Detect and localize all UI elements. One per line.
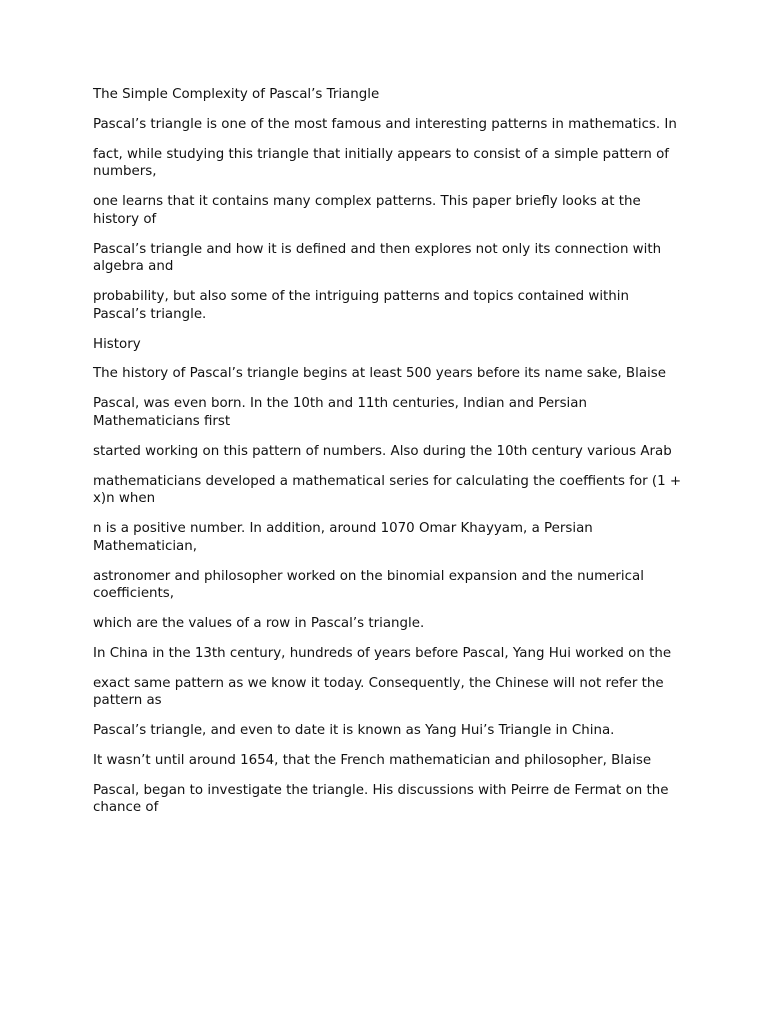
paragraph: one learns that it contains many complex patterns. This paper briefly looks at the history of — [93, 194, 641, 227]
paragraph: It wasn’t until around 1654, that the French mathematician and philosopher, Blaise — [93, 752, 652, 768]
paragraph: Pascal, was even born. In the 10th and 11th centuries, Indian and Persian Mathematicians first — [93, 396, 587, 429]
section-heading: History — [93, 336, 141, 352]
paragraph: fact, while studying this triangle that initially appears to consist of a simple pattern of numbers, — [93, 146, 670, 179]
paragraph: which are the values of a row in Pascal’s triangle. — [93, 616, 425, 631]
document-title: The Simple Complexity of Pascal’s Triangle — [93, 87, 380, 102]
paragraph: n is a positive number. In addition, around 1070 Omar Khayyam, a Persian Mathematician, — [93, 521, 593, 554]
paragraph: exact same pattern as we know it today. Consequently, the Chinese will not refer the pattern as — [93, 675, 664, 708]
paragraph: The history of Pascal’s triangle begins at least 500 years before its name sake, Blaise — [93, 366, 666, 381]
paragraph: probability, but also some of the intriguing patterns and topics contained within Pascal’s triangle. — [93, 289, 629, 322]
paragraph: Pascal’s triangle and how it is defined and then explores not only its connection with algebra and — [93, 241, 662, 274]
paragraph: mathematicians developed a mathematical series for calculating the coeffients for (1 + x)n when — [93, 473, 682, 506]
paragraph: astronomer and philosopher worked on the binomial expansion and the numerical coefficients, — [93, 568, 644, 601]
paragraph: Pascal, began to investigate the triangle. His discussions with Peirre de Fermat on the chance of — [93, 782, 669, 815]
paragraph: Pascal’s triangle, and even to date it is known as Yang Hui’s Triangle in China. — [93, 723, 615, 738]
document-page — [93, 86, 683, 829]
paragraph: Pascal’s triangle is one of the most famous and interesting patterns in mathematics. In — [93, 116, 677, 132]
paragraph: started working on this pattern of numbers. Also during the 10th century various Arab — [93, 443, 672, 459]
paragraph: In China in the 13th century, hundreds of years before Pascal, Yang Hui worked on the — [93, 645, 672, 661]
